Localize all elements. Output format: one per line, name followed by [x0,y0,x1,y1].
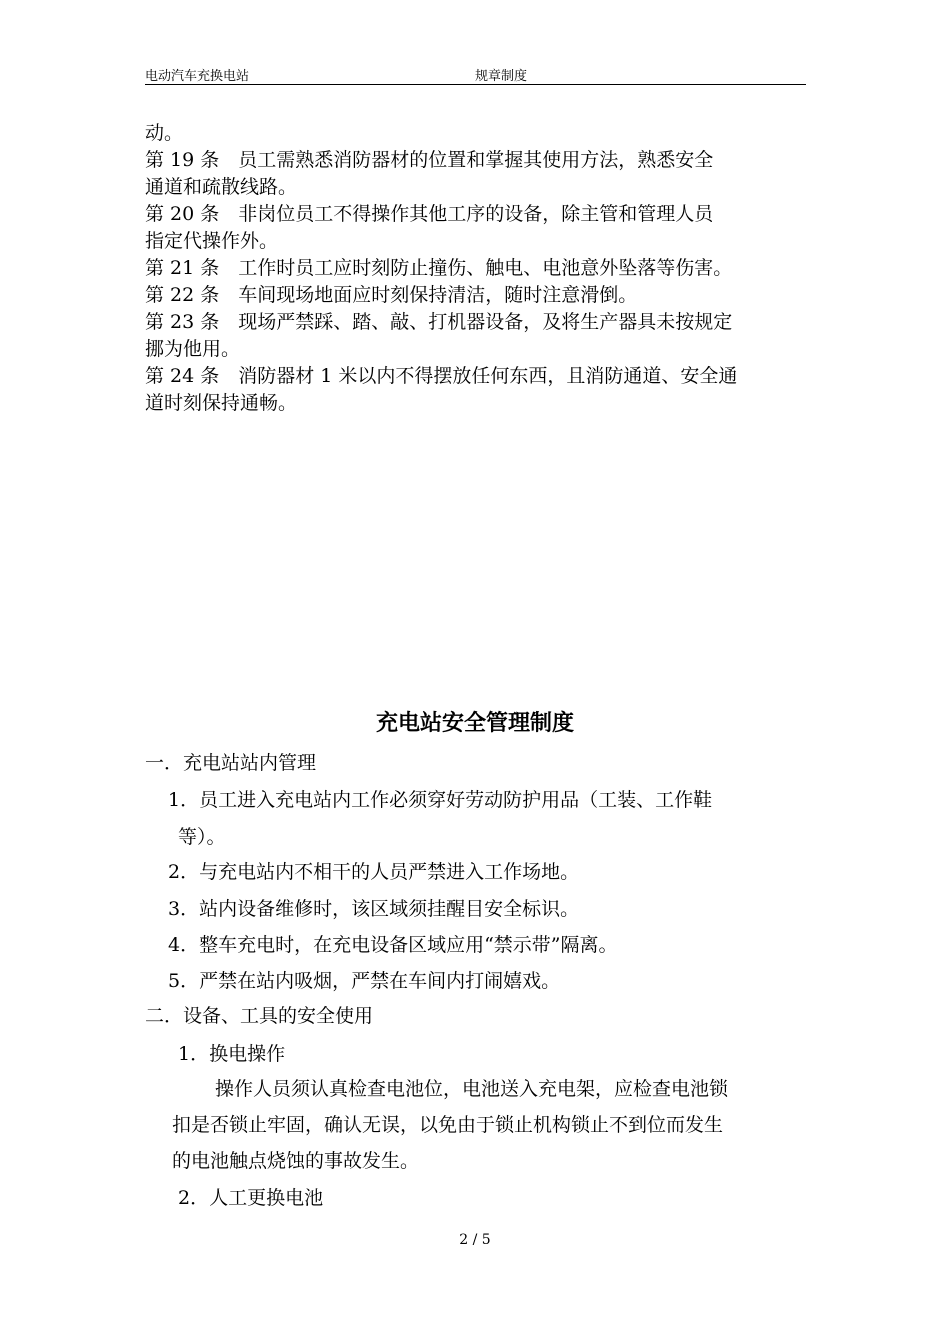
article-line: 道时刻保持通畅。 [145,392,298,414]
list-item: 2．与充电站内不相干的人员严禁进入工作场地。 [168,861,580,883]
article-line: 第 20 条 非岗位员工不得操作其他工序的设备，除主管和管理人员 [145,203,714,225]
article-line: 第 23 条 现场严禁踩、踏、敲、打机器设备，及将生产器具未按规定 [145,311,733,333]
section-heading: 二．设备、工具的安全使用 [145,1005,374,1027]
document-title: 充电站安全管理制度 [375,710,574,736]
list-item: 3．站内设备维修时，该区域须挂醒目安全标识。 [168,898,580,920]
page-number: 2 / 5 [459,1232,491,1248]
header-center-text: 规章制度 [475,69,528,84]
article-line: 动。 [145,122,184,144]
articles-block [145,120,810,417]
paragraph-line: 扣是否锁止牢固，确认无误，以免由于锁止机构锁止不到位而发生 [172,1114,724,1136]
section-heading: 一．充电站站内管理 [145,752,317,774]
article-line: 第 21 条 工作时员工应时刻防止撞伤、触电、电池意外坠落等伤害。 [145,257,733,279]
list-item-continuation: 等）。 [178,826,226,848]
list-item: 5．严禁在站内吸烟，严禁在车间内打闹嬉戏。 [168,970,561,992]
article-line: 指定代操作外。 [145,230,279,252]
article-line: 第 24 条 消防器材 1 米以内不得摆放任何东西，且消防通道、安全通 [145,365,738,387]
article-line: 第 22 条 车间现场地面应时刻保持清洁，随时注意滑倒。 [145,284,638,306]
list-item: 1．员工进入充电站内工作必须穿好劳动防护用品（工装、工作鞋 [168,789,713,811]
header-left-text: 电动汽车充换电站 [145,69,250,84]
page-header [145,62,806,85]
subsection-heading: 1．换电操作 [178,1043,286,1065]
subsection-heading: 2．人工更换电池 [178,1187,324,1209]
paragraph-line: 操作人员须认真检查电池位，电池送入充电架，应检查电池锁 [215,1078,729,1100]
article-line: 通道和疏散线路。 [145,176,298,198]
article-line: 挪为他用。 [145,338,241,360]
paragraph-line: 的电池触点烧蚀的事故发生。 [172,1150,420,1172]
article-line: 第 19 条 员工需熟悉消防器材的位置和掌握其使用方法，熟悉安全 [145,149,714,171]
list-item: 4．整车充电时，在充电设备区域应用“禁示带”隔离。 [168,934,618,956]
